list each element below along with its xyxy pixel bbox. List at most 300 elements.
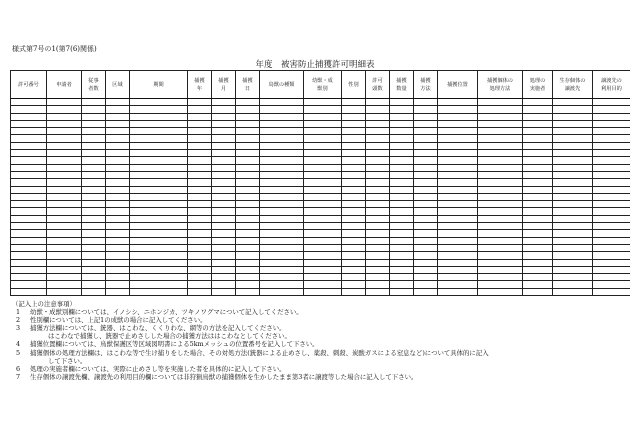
table-cell[interactable] [390,99,414,106]
table-cell[interactable] [260,274,304,281]
table-cell[interactable] [366,142,390,149]
table-cell[interactable] [82,179,106,186]
table-cell[interactable] [212,120,236,127]
table-cell[interactable] [304,157,342,164]
table-cell[interactable] [366,186,390,193]
table-cell[interactable] [342,193,366,200]
table-cell[interactable] [304,179,342,186]
table-cell[interactable] [553,274,593,281]
table-cell[interactable] [106,237,130,244]
table-cell[interactable] [390,223,414,230]
table-cell[interactable] [553,128,593,135]
table-cell[interactable] [236,259,260,266]
table-cell[interactable] [212,266,236,273]
table-cell[interactable] [593,259,630,266]
table-cell[interactable] [342,230,366,237]
table-cell[interactable] [304,135,342,142]
table-cell[interactable] [212,237,236,244]
table-cell[interactable] [304,230,342,237]
table-cell[interactable] [188,120,212,127]
table-cell[interactable] [106,259,130,266]
table-cell[interactable] [212,201,236,208]
table-cell[interactable] [390,193,414,200]
table-cell[interactable] [106,252,130,259]
table-cell[interactable] [47,193,82,200]
table-cell[interactable] [342,128,366,135]
table-cell[interactable] [414,179,438,186]
table-cell[interactable] [304,99,342,106]
table-cell[interactable] [130,244,188,251]
table-cell[interactable] [260,208,304,215]
table-cell[interactable] [304,223,342,230]
table-cell[interactable] [130,120,188,127]
table-cell[interactable] [212,179,236,186]
table-cell[interactable] [553,230,593,237]
table-cell[interactable] [130,288,188,295]
table-cell[interactable] [106,288,130,295]
table-cell[interactable] [593,157,630,164]
table-cell[interactable] [82,281,106,288]
table-cell[interactable] [236,135,260,142]
table-cell[interactable] [390,237,414,244]
table-cell[interactable] [438,106,478,113]
table-cell[interactable] [478,142,523,149]
table-cell[interactable] [523,99,553,106]
table-cell[interactable] [188,244,212,251]
table-cell[interactable] [47,179,82,186]
table-cell[interactable] [11,274,47,281]
table-cell[interactable] [212,230,236,237]
table-cell[interactable] [342,106,366,113]
table-cell[interactable] [106,201,130,208]
table-cell[interactable] [82,266,106,273]
table-cell[interactable] [11,120,47,127]
table-cell[interactable] [212,274,236,281]
table-cell[interactable] [260,186,304,193]
table-cell[interactable] [414,223,438,230]
table-cell[interactable] [366,252,390,259]
table-cell[interactable] [212,150,236,157]
table-cell[interactable] [82,288,106,295]
table-cell[interactable] [390,208,414,215]
table-cell[interactable] [478,288,523,295]
table-cell[interactable] [82,186,106,193]
table-cell[interactable] [260,179,304,186]
table-cell[interactable] [593,215,630,222]
table-cell[interactable] [11,259,47,266]
table-cell[interactable] [366,223,390,230]
table-cell[interactable] [366,171,390,178]
table-cell[interactable] [438,252,478,259]
table-cell[interactable] [82,208,106,215]
table-cell[interactable] [47,259,82,266]
table-cell[interactable] [11,244,47,251]
table-cell[interactable] [82,120,106,127]
table-cell[interactable] [236,274,260,281]
table-cell[interactable] [188,288,212,295]
table-cell[interactable] [106,120,130,127]
table-cell[interactable] [414,164,438,171]
table-cell[interactable] [304,266,342,273]
table-cell[interactable] [11,186,47,193]
table-cell[interactable] [188,150,212,157]
table-cell[interactable] [260,266,304,273]
table-cell[interactable] [304,128,342,135]
table-cell[interactable] [342,266,366,273]
table-cell[interactable] [260,128,304,135]
table-cell[interactable] [414,230,438,237]
table-cell[interactable] [106,171,130,178]
table-cell[interactable] [130,281,188,288]
table-cell[interactable] [188,142,212,149]
table-cell[interactable] [11,164,47,171]
table-cell[interactable] [212,244,236,251]
table-cell[interactable] [593,201,630,208]
table-cell[interactable] [342,208,366,215]
table-cell[interactable] [342,157,366,164]
table-cell[interactable] [106,106,130,113]
table-cell[interactable] [260,142,304,149]
table-cell[interactable] [82,230,106,237]
table-cell[interactable] [478,135,523,142]
table-cell[interactable] [438,128,478,135]
table-cell[interactable] [212,259,236,266]
table-cell[interactable] [130,106,188,113]
table-cell[interactable] [390,288,414,295]
table-cell[interactable] [236,164,260,171]
table-cell[interactable] [553,208,593,215]
table-cell[interactable] [304,142,342,149]
table-cell[interactable] [260,106,304,113]
table-cell[interactable] [130,223,188,230]
table-cell[interactable] [260,99,304,106]
table-cell[interactable] [553,237,593,244]
table-cell[interactable] [11,237,47,244]
table-cell[interactable] [523,259,553,266]
table-cell[interactable] [390,266,414,273]
table-cell[interactable] [11,99,47,106]
table-cell[interactable] [593,179,630,186]
table-cell[interactable] [342,99,366,106]
table-cell[interactable] [390,120,414,127]
table-cell[interactable] [366,150,390,157]
table-cell[interactable] [478,186,523,193]
table-cell[interactable] [130,142,188,149]
table-cell[interactable] [47,288,82,295]
table-cell[interactable] [260,164,304,171]
table-cell[interactable] [553,244,593,251]
table-cell[interactable] [593,135,630,142]
table-cell[interactable] [593,288,630,295]
table-cell[interactable] [106,135,130,142]
table-cell[interactable] [236,157,260,164]
table-cell[interactable] [438,237,478,244]
table-cell[interactable] [478,208,523,215]
table-cell[interactable] [236,186,260,193]
table-cell[interactable] [130,99,188,106]
table-cell[interactable] [212,193,236,200]
table-cell[interactable] [390,171,414,178]
table-cell[interactable] [342,150,366,157]
table-cell[interactable] [553,281,593,288]
table-cell[interactable] [478,193,523,200]
table-cell[interactable] [523,150,553,157]
table-cell[interactable] [553,193,593,200]
table-cell[interactable] [414,135,438,142]
table-cell[interactable] [212,215,236,222]
table-cell[interactable] [438,142,478,149]
table-cell[interactable] [553,266,593,273]
table-cell[interactable] [478,99,523,106]
table-cell[interactable] [593,266,630,273]
table-cell[interactable] [366,193,390,200]
table-cell[interactable] [414,201,438,208]
table-cell[interactable] [188,208,212,215]
table-cell[interactable] [212,171,236,178]
table-cell[interactable] [47,215,82,222]
table-cell[interactable] [593,128,630,135]
table-cell[interactable] [414,237,438,244]
table-cell[interactable] [438,179,478,186]
table-cell[interactable] [438,288,478,295]
table-cell[interactable] [212,128,236,135]
table-cell[interactable] [438,171,478,178]
table-cell[interactable] [188,223,212,230]
table-cell[interactable] [188,164,212,171]
table-cell[interactable] [438,215,478,222]
table-cell[interactable] [366,259,390,266]
table-cell[interactable] [304,259,342,266]
table-cell[interactable] [593,120,630,127]
table-cell[interactable] [47,223,82,230]
table-cell[interactable] [390,164,414,171]
table-cell[interactable] [553,113,593,120]
table-cell[interactable] [106,150,130,157]
table-cell[interactable] [438,223,478,230]
table-cell[interactable] [478,164,523,171]
table-cell[interactable] [414,288,438,295]
table-cell[interactable] [523,281,553,288]
table-cell[interactable] [130,171,188,178]
table-cell[interactable] [260,135,304,142]
table-cell[interactable] [106,215,130,222]
table-cell[interactable] [130,164,188,171]
table-cell[interactable] [130,157,188,164]
table-cell[interactable] [366,157,390,164]
table-cell[interactable] [260,150,304,157]
table-cell[interactable] [523,244,553,251]
table-cell[interactable] [47,274,82,281]
table-cell[interactable] [390,135,414,142]
table-cell[interactable] [478,252,523,259]
table-cell[interactable] [523,113,553,120]
table-cell[interactable] [414,120,438,127]
table-cell[interactable] [260,281,304,288]
table-cell[interactable] [106,281,130,288]
table-cell[interactable] [553,288,593,295]
table-cell[interactable] [47,230,82,237]
table-cell[interactable] [106,179,130,186]
table-cell[interactable] [390,259,414,266]
table-cell[interactable] [523,201,553,208]
table-cell[interactable] [438,259,478,266]
table-cell[interactable] [553,106,593,113]
table-cell[interactable] [11,223,47,230]
table-cell[interactable] [478,230,523,237]
table-cell[interactable] [130,128,188,135]
table-cell[interactable] [106,223,130,230]
table-cell[interactable] [414,113,438,120]
table-cell[interactable] [130,252,188,259]
table-cell[interactable] [236,201,260,208]
table-cell[interactable] [593,171,630,178]
table-cell[interactable] [304,281,342,288]
table-cell[interactable] [106,164,130,171]
table-cell[interactable] [342,244,366,251]
table-cell[interactable] [236,171,260,178]
table-cell[interactable] [414,186,438,193]
table-cell[interactable] [82,106,106,113]
table-cell[interactable] [47,237,82,244]
table-cell[interactable] [438,193,478,200]
table-cell[interactable] [106,99,130,106]
table-cell[interactable] [366,266,390,273]
table-cell[interactable] [212,113,236,120]
table-cell[interactable] [593,237,630,244]
table-cell[interactable] [478,201,523,208]
table-cell[interactable] [523,223,553,230]
table-cell[interactable] [212,281,236,288]
table-cell[interactable] [523,157,553,164]
table-cell[interactable] [236,215,260,222]
table-cell[interactable] [82,223,106,230]
table-cell[interactable] [106,266,130,273]
table-cell[interactable] [188,259,212,266]
table-cell[interactable] [188,201,212,208]
table-cell[interactable] [478,171,523,178]
table-cell[interactable] [390,215,414,222]
table-cell[interactable] [523,106,553,113]
table-cell[interactable] [523,179,553,186]
table-cell[interactable] [366,99,390,106]
table-cell[interactable] [304,186,342,193]
table-cell[interactable] [414,106,438,113]
table-cell[interactable] [342,135,366,142]
table-cell[interactable] [523,193,553,200]
table-cell[interactable] [11,288,47,295]
table-cell[interactable] [523,215,553,222]
table-cell[interactable] [47,113,82,120]
table-cell[interactable] [11,266,47,273]
table-cell[interactable] [236,244,260,251]
table-cell[interactable] [82,150,106,157]
table-cell[interactable] [478,128,523,135]
table-cell[interactable] [366,288,390,295]
table-cell[interactable] [11,252,47,259]
table-cell[interactable] [82,142,106,149]
table-cell[interactable] [188,274,212,281]
table-cell[interactable] [593,244,630,251]
table-cell[interactable] [478,106,523,113]
table-cell[interactable] [188,128,212,135]
table-cell[interactable] [390,186,414,193]
table-cell[interactable] [438,244,478,251]
table-cell[interactable] [478,266,523,273]
table-cell[interactable] [11,171,47,178]
table-cell[interactable] [212,164,236,171]
table-cell[interactable] [188,179,212,186]
table-cell[interactable] [236,230,260,237]
table-cell[interactable] [260,230,304,237]
table-cell[interactable] [11,128,47,135]
table-cell[interactable] [593,142,630,149]
table-cell[interactable] [47,135,82,142]
table-cell[interactable] [130,179,188,186]
table-cell[interactable] [130,186,188,193]
table-cell[interactable] [106,128,130,135]
table-cell[interactable] [478,179,523,186]
table-cell[interactable] [414,208,438,215]
table-cell[interactable] [236,150,260,157]
table-cell[interactable] [212,99,236,106]
table-cell[interactable] [188,113,212,120]
table-cell[interactable] [188,252,212,259]
table-cell[interactable] [593,186,630,193]
table-cell[interactable] [106,142,130,149]
table-cell[interactable] [212,186,236,193]
table-cell[interactable] [47,157,82,164]
table-cell[interactable] [212,106,236,113]
table-cell[interactable] [438,157,478,164]
table-cell[interactable] [414,142,438,149]
table-cell[interactable] [260,215,304,222]
table-cell[interactable] [553,252,593,259]
table-cell[interactable] [593,99,630,106]
table-cell[interactable] [593,113,630,120]
table-cell[interactable] [438,208,478,215]
table-cell[interactable] [593,193,630,200]
table-cell[interactable] [523,135,553,142]
table-cell[interactable] [304,106,342,113]
table-cell[interactable] [260,201,304,208]
table-cell[interactable] [11,208,47,215]
table-cell[interactable] [11,281,47,288]
table-cell[interactable] [342,113,366,120]
table-cell[interactable] [11,142,47,149]
table-cell[interactable] [553,135,593,142]
table-cell[interactable] [106,230,130,237]
table-cell[interactable] [188,193,212,200]
table-cell[interactable] [523,171,553,178]
table-cell[interactable] [82,171,106,178]
table-cell[interactable] [304,252,342,259]
table-cell[interactable] [130,193,188,200]
table-cell[interactable] [236,193,260,200]
table-cell[interactable] [47,171,82,178]
table-cell[interactable] [593,223,630,230]
table-cell[interactable] [593,150,630,157]
table-cell[interactable] [342,274,366,281]
table-cell[interactable] [260,288,304,295]
table-cell[interactable] [236,252,260,259]
table-cell[interactable] [366,135,390,142]
table-cell[interactable] [366,201,390,208]
table-cell[interactable] [130,237,188,244]
table-cell[interactable] [390,142,414,149]
table-cell[interactable] [188,135,212,142]
table-cell[interactable] [47,244,82,251]
table-cell[interactable] [304,113,342,120]
